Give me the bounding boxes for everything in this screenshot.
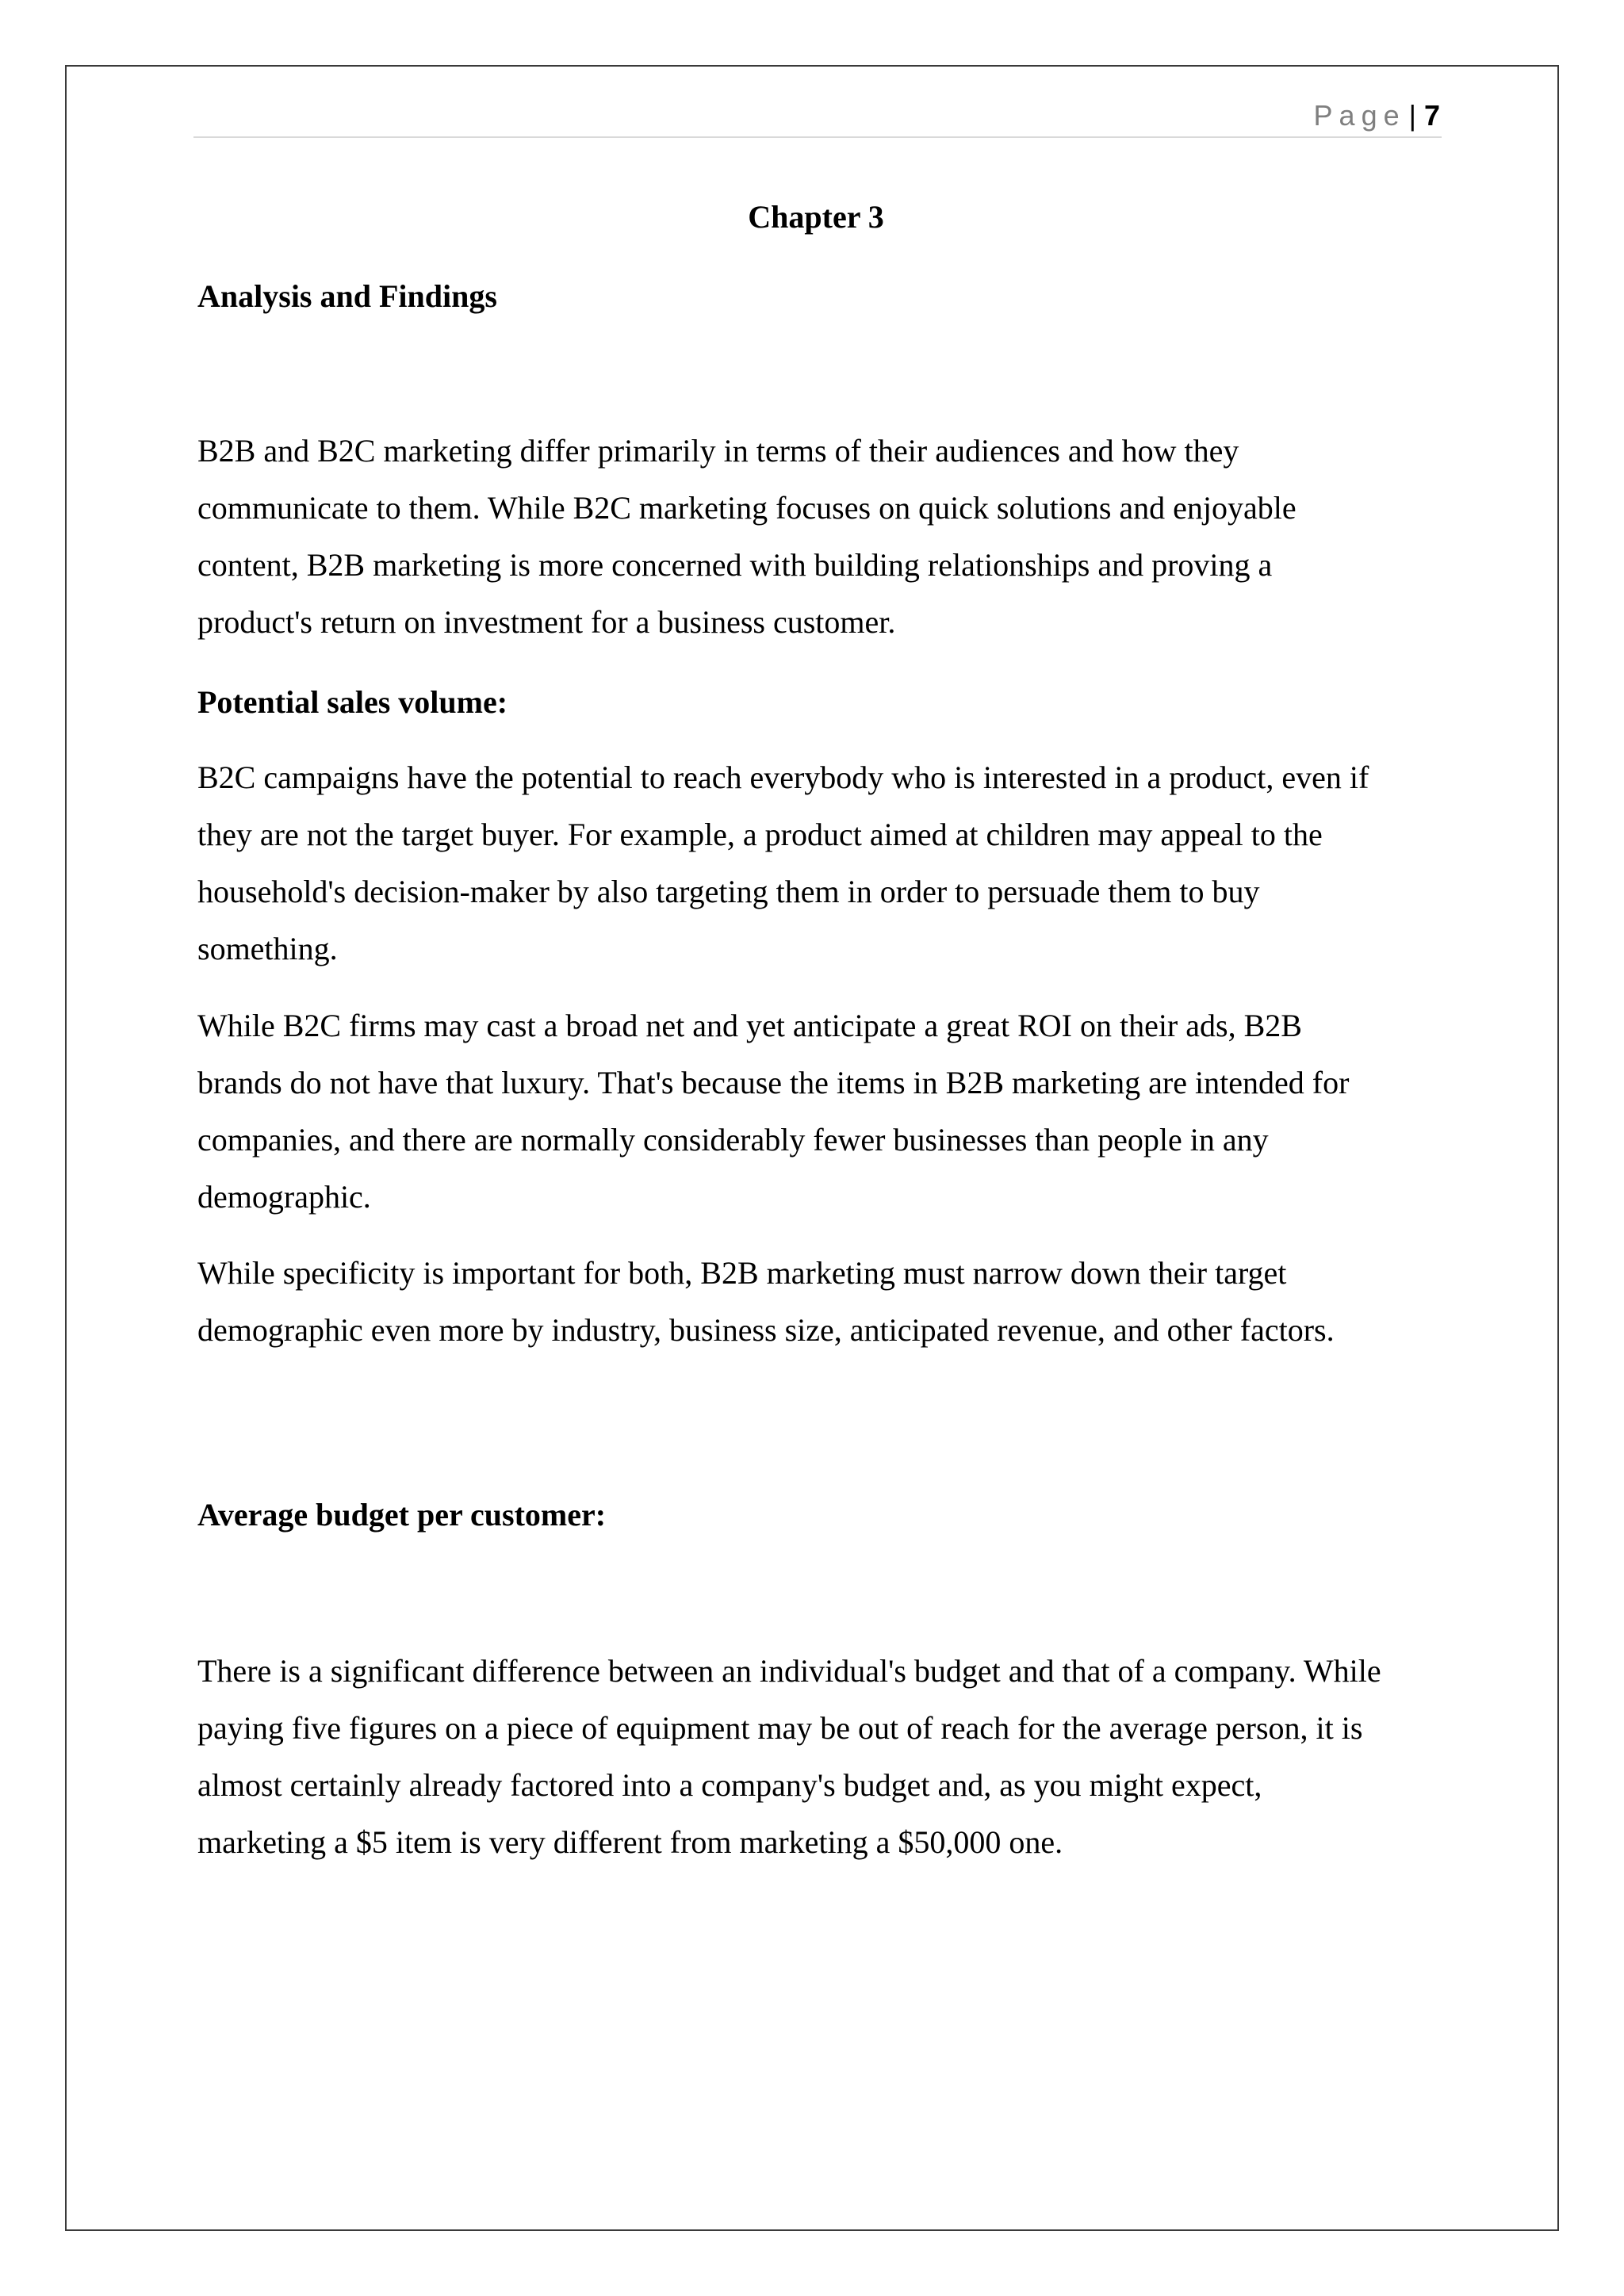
text-line: demographic even more by industry, business size, anticipated revenue, and other factors. xyxy=(197,1312,1335,1348)
subheading-sales-volume: Potential sales volume: xyxy=(197,684,508,720)
chapter-title: Chapter 3 xyxy=(748,199,884,235)
page-separator: | xyxy=(1408,99,1416,132)
page-number: 7 xyxy=(1423,99,1440,132)
text-line: There is a significant difference between an individual's budget and that of a company. While xyxy=(197,1653,1381,1689)
text-line: marketing a $5 item is very different from marketing a $50,000 one. xyxy=(197,1824,1063,1860)
text-line: While B2C firms may cast a broad net and yet anticipate a great ROI on their ads, B2B xyxy=(197,1008,1302,1043)
text-line: household's decision-maker by also targeting them in order to persuade them to buy xyxy=(197,874,1260,909)
text-line: they are not the target buyer. For example, a product aimed at children may appeal to the xyxy=(197,817,1323,852)
paragraph-sales-1 xyxy=(197,749,1369,978)
text-line: demographic. xyxy=(197,1179,371,1215)
text-line: content, B2B marketing is more concerned with building relationships and proving a xyxy=(197,547,1273,583)
text-line: B2C campaigns have the potential to reach everybody who is interested in a product, even if xyxy=(197,760,1369,795)
paragraph-intro xyxy=(197,423,1297,651)
text-line: paying five figures on a piece of equipment may be out of reach for the average person, it is xyxy=(197,1710,1363,1746)
page-number-label xyxy=(1314,100,1440,132)
text-line: something. xyxy=(197,931,338,966)
page-header xyxy=(193,94,1442,138)
subheading-budget: Average budget per customer: xyxy=(197,1497,607,1533)
text-line: companies, and there are normally considerably fewer businesses than people in any xyxy=(197,1122,1269,1158)
paragraph-sales-3 xyxy=(197,1245,1335,1359)
paragraph-sales-2 xyxy=(197,997,1349,1226)
page-word: Page xyxy=(1313,99,1406,132)
section-title: Analysis and Findings xyxy=(197,278,497,314)
text-line: almost certainly already factored into a company's budget and, as you might expect, xyxy=(197,1767,1262,1803)
text-line: brands do not have that luxury. That's because the items in B2B marketing are intended for xyxy=(197,1065,1350,1100)
paragraph-budget-1 xyxy=(197,1643,1381,1871)
text-line: communicate to them. While B2C marketing focuses on quick solutions and enjoyable xyxy=(197,490,1297,526)
text-line: product's return on investment for a business customer. xyxy=(197,604,896,640)
text-line: While specificity is important for both, B2B marketing must narrow down their target xyxy=(197,1255,1287,1291)
text-line: B2B and B2C marketing differ primarily in terms of their audiences and how they xyxy=(197,433,1239,469)
